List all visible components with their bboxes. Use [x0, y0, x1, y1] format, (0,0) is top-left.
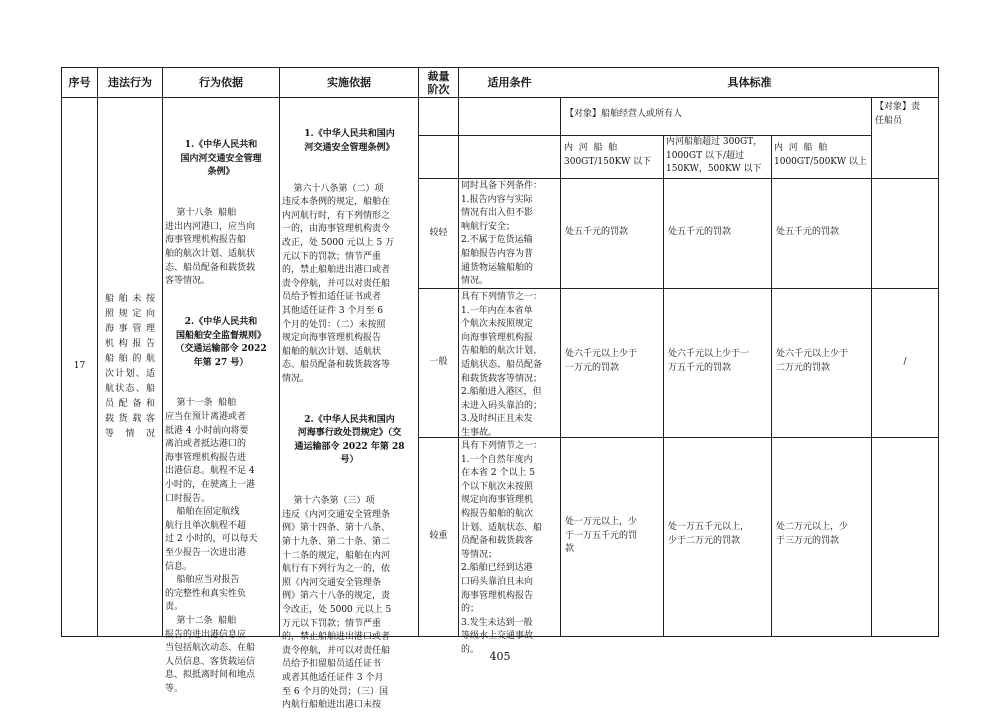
std-general-medium: 处六千元以上少于一 万五千元的罚款: [668, 349, 750, 373]
header-impl: 实施依据: [327, 76, 371, 89]
table-border-right: [938, 67, 939, 637]
header-divider: [61, 97, 939, 98]
row-divider: [418, 135, 871, 136]
basis-law-title-1: 1.《中华人民共和 国内河交通安全管理 条例》: [180, 140, 262, 178]
cond-general: 具有下列情节之一： 1.一年内在本省单 个航次未按照规定 向海事管理机构报 告船舶的航次计划、 适航状态、船员配备 和载货载客等情况； 2.船舶进入港区，但 未进入码头靠泊的； 3.及时纠正且未发 生事故。: [461, 292, 543, 438]
basis-law-title-2: 2.《中华人民共和 国船舶安全监督规则》 （交通运输部令 2022 年第 27 号）: [175, 316, 267, 368]
level-serious: 较重: [429, 531, 448, 542]
row-divider: [418, 178, 938, 179]
std-light-medium: 处五千元的罚款: [668, 227, 732, 237]
header-cond: 适用条件: [487, 76, 532, 89]
col-divider: [771, 135, 772, 637]
cond-light: 同时具备下列条件： 1.报告内容与实际 情况有出入但不影 响航行安全； 2.不属于危货运输 船舶报告内容为普 通货物运输船舶的 情况。: [461, 181, 543, 287]
impl-law-title-1: 1.《中华人民共和国内 河交通安全管理条例》: [304, 129, 395, 153]
impl-cell: [282, 101, 417, 711]
std-general-small: 处六千元以上少于 一万元的罚款: [565, 349, 638, 373]
page-number: 405: [489, 650, 511, 663]
crew-general: /: [903, 357, 907, 368]
ship-class-small: 内 河 船 舶 300GT/150KW 以下: [564, 143, 652, 167]
header-basis: 行为依据: [199, 76, 243, 89]
cond-serious: 具有下列情节之一： 1.一个自然年度内 在本省 2 个以上 5 个以下航次未按照 规定向海事管理机 构报告船舶的航次 计划、适航状态、船 员配备和载货载客 等情况； 2.船舶已经到达港 口码头靠泊且未向 海事管理机构报告 的； 3.发生未达到一般 等级水上交通事故 的。: [461, 441, 543, 655]
header-violation: 违法行为: [108, 76, 152, 89]
std-serious-large: 处二万元以上，少 于三万元的罚款: [776, 522, 849, 546]
row-divider: [418, 288, 938, 289]
level-general: 一般: [429, 357, 448, 368]
basis-para-2: 第十一条 船舶 应当在预计离港或者 抵港 4 小时前向将要 离泊或者抵达港口的 海事管理机构报告进 出港信息。航程不足 4 小时的，在驶离上一港 口时报告。 船舶在固定航线 航行且单次航程不超 过 2 小时的，可以每天 至少报告一次进出港 信息。 船舶应当对报告 的完整性和真实性负 责。 第十二条 船舶 报告的进出港信息应 当包括航次动态、在船 人员信息、客货载运信 息、拟抵离时间和地点 等。: [165, 398, 258, 694]
std-serious-medium: 处一万五千元以上， 少于二万元的罚款: [668, 522, 750, 546]
violation-text: 船舶未按 照规定向 海事管理 机构报告 船舶的航 次计划、适 航状态、船 员配备和 载货载客 等情况: [105, 294, 155, 439]
row-seq: 17: [73, 361, 86, 372]
std-light-small: 处五千元的罚款: [565, 227, 629, 237]
impl-para-1: 第六十八条第（二）项 违反本条例的规定，船舶在 内河航行时，有下列情形之 一的，由海事管理机构责令 改正，处 5000 元以上 5 万 元以下的罚款；情节严重 的，禁止船舶进出港口或者 责令停航，并可以对责任船 员给予暂扣适任证书或者 其他适任证件 3 个月至 6 个月的处罚：（二）未按照 规定向海事管理机构报告 船舶的航次计划、适航状 态、船员配备和载货载客等 情况。: [282, 183, 395, 384]
header-std: 具体标准: [727, 76, 772, 89]
header-seq: 序号: [68, 76, 91, 89]
std-serious-small: 处一万元以上，少 于一万五千元的罚 款: [565, 517, 638, 555]
target-crew: 【对象】责 任船员: [875, 102, 921, 126]
impl-law-title-2: 2.《中华人民共和国内 河海事行政处罚规定》（交 通运输部令 2022 年第 28 号）: [294, 414, 405, 466]
target-owner: 【对象】船舶经营人或所有人: [565, 109, 683, 119]
basis-cell: [165, 112, 277, 694]
basis-para-1: 第十八条 船舶 进出内河港口，应当向 海事管理机构报告船 舶的航次计划、适航状 态、船员配备和载货载 客等情况。: [165, 208, 256, 287]
col-divider: [279, 67, 280, 637]
std-light-large: 处五千元的罚款: [776, 227, 840, 237]
header-level: 裁量 阶次: [427, 69, 450, 96]
col-divider: [162, 67, 163, 637]
impl-para-2: 第十六条第（三）项 违反《内河交通安全管理条 例》第十四条、第十八条、 第十九条、第二十条、第二 十二条的规定，船舶在内河 航行有下列行为之一的，依 照《内河交通安全管理条 例》第六十八条的规定，责 令改正，处 5000 元以上 5 万元以下罚款；情节严重 的，禁止船舶进出港口或者 责令停航，并可以对责任船 员给予扣留船员适任证书 或者其他适任证件 3 个月 至 6 个月的处罚；（三）国 内航行船舶进出港口未按: [282, 496, 392, 711]
col-divider: [458, 67, 459, 637]
level-light: 较轻: [429, 227, 448, 238]
ship-class-large: 内 河 船 舶 1000GT/500KW 以上: [774, 143, 867, 167]
col-divider: [663, 135, 664, 637]
ship-class-medium: 内河船舶超过 300GT， 1000GT 以下/超过 150KW，500KW 以下: [666, 137, 763, 175]
std-general-large: 处六千元以上少于 二万元的罚款: [776, 349, 849, 373]
row-violation: [98, 98, 162, 636]
